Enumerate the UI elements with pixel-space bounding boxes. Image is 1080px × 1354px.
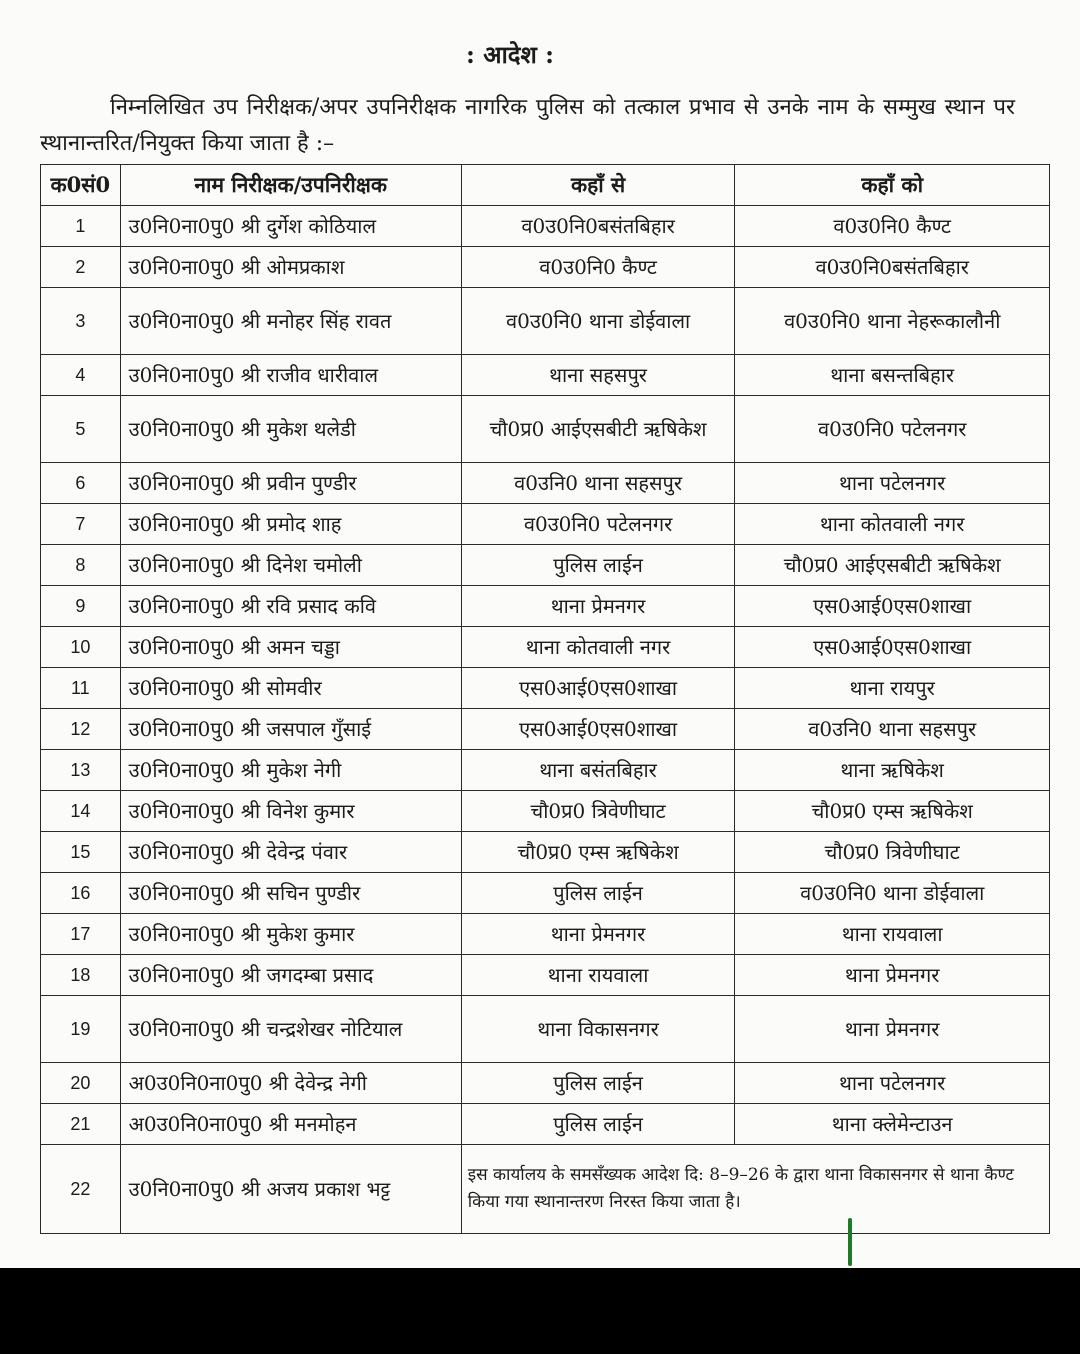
row-serial: 9 xyxy=(41,586,121,627)
row-name: उ0नि0ना0पु0 श्री दिनेश चमोली xyxy=(120,545,461,586)
row-to: चौ0प्र0 आईएसबीटी ऋषिकेश xyxy=(735,545,1050,586)
row-from: पुलिस लाईन xyxy=(461,1063,735,1104)
row-from: व0उ0नि0बसंतबिहार xyxy=(461,206,735,247)
header-to: कहाँ को xyxy=(735,165,1050,206)
row-serial: 19 xyxy=(41,996,121,1063)
table-row xyxy=(41,288,1050,355)
table-row xyxy=(41,1104,1050,1145)
row-serial: 1 xyxy=(41,206,121,247)
row-serial: 15 xyxy=(41,832,121,873)
row-to: थाना क्लेमेन्टाउन xyxy=(735,1104,1050,1145)
row-serial: 17 xyxy=(41,914,121,955)
row-to: थाना प्रेमनगर xyxy=(735,996,1050,1063)
row-from: पुलिस लाईन xyxy=(461,545,735,586)
intro-paragraph: निम्नलिखित उप निरीक्षक/अपर उपनिरीक्षक नागरिक पुलिस को तत्काल प्रभाव से उनके नाम के सम्मुख स्थान पर स्थानान्तरित/नियुक्त किया जाता है :– xyxy=(40,95,1015,156)
table-header-row xyxy=(41,165,1050,206)
row-name: उ0नि0ना0पु0 श्री दुर्गेश कोठियाल xyxy=(120,206,461,247)
order-title: : आदेश : xyxy=(465,40,555,69)
row-serial: 14 xyxy=(41,791,121,832)
header-serial: क0सं0 xyxy=(41,165,121,206)
table-row xyxy=(41,247,1050,288)
table-row xyxy=(41,914,1050,955)
row-from: चौ0प्र0 एम्स ऋषिकेश xyxy=(461,832,735,873)
row-from: व0उ0नि0 पटेलनगर xyxy=(461,504,735,545)
row-serial: 11 xyxy=(41,668,121,709)
row-to: एस0आई0एस0शाखा xyxy=(735,627,1050,668)
row-serial: 21 xyxy=(41,1104,121,1145)
row-to: व0उ0नि0 थाना नेहरूकालौनी xyxy=(735,288,1050,355)
row-to: व0उ0नि0 पटेलनगर xyxy=(735,396,1050,463)
table-row xyxy=(41,586,1050,627)
row-serial: 16 xyxy=(41,873,121,914)
row-serial: 18 xyxy=(41,955,121,996)
row-serial: 4 xyxy=(41,355,121,396)
row-name: उ0नि0ना0पु0 श्री मुकेश कुमार xyxy=(120,914,461,955)
row-to: व0उ0नि0बसंतबिहार xyxy=(735,247,1050,288)
row-serial: 5 xyxy=(41,396,121,463)
table-row xyxy=(41,396,1050,463)
table-row xyxy=(41,463,1050,504)
table-row xyxy=(41,627,1050,668)
row-to: थाना कोतवाली नगर xyxy=(735,504,1050,545)
header-name: नाम निरीक्षक/उपनिरीक्षक xyxy=(120,165,461,206)
row-to: चौ0प्र0 त्रिवेणीघाट xyxy=(735,832,1050,873)
row-serial: 20 xyxy=(41,1063,121,1104)
table-row xyxy=(41,545,1050,586)
table-row xyxy=(41,668,1050,709)
row-from: व0उनि0 थाना सहसपुर xyxy=(461,463,735,504)
row-serial: 3 xyxy=(41,288,121,355)
row-from: थाना प्रेमनगर xyxy=(461,914,735,955)
table-body xyxy=(41,206,1050,1234)
row-name: अ0उ0नि0ना0पु0 श्री देवेन्द्र नेगी xyxy=(120,1063,461,1104)
row-to: थाना बसन्तबिहार xyxy=(735,355,1050,396)
table-row xyxy=(41,750,1050,791)
row-name: उ0नि0ना0पु0 श्री रवि प्रसाद कवि xyxy=(120,586,461,627)
row-name: उ0नि0ना0पु0 श्री देवेन्द्र पंवार xyxy=(120,832,461,873)
table-row xyxy=(41,955,1050,996)
row-to: थाना पटेलनगर xyxy=(735,463,1050,504)
row-to: व0उ0नि0 कैण्ट xyxy=(735,206,1050,247)
row-name: उ0नि0ना0पु0 श्री विनेश कुमार xyxy=(120,791,461,832)
row-to: व0उ0नि0 थाना डोईवाला xyxy=(735,873,1050,914)
row-to: थाना प्रेमनगर xyxy=(735,955,1050,996)
row-from: थाना विकासनगर xyxy=(461,996,735,1063)
row-name: उ0नि0ना0पु0 श्री ओमप्रकाश xyxy=(120,247,461,288)
table-row xyxy=(41,791,1050,832)
row-from: व0उ0नि0 थाना डोईवाला xyxy=(461,288,735,355)
row-from: पुलिस लाईन xyxy=(461,873,735,914)
row-from: चौ0प्र0 आईएसबीटी ऋषिकेश xyxy=(461,396,735,463)
table-row xyxy=(41,206,1050,247)
row-serial: 12 xyxy=(41,709,121,750)
row-to: एस0आई0एस0शाखा xyxy=(735,586,1050,627)
row-serial: 7 xyxy=(41,504,121,545)
row-name: उ0नि0ना0पु0 श्री मनोहर सिंह रावत xyxy=(120,288,461,355)
table-row xyxy=(41,996,1050,1063)
row-serial: 8 xyxy=(41,545,121,586)
row-serial: 2 xyxy=(41,247,121,288)
row-name: उ0नि0ना0पु0 श्री प्रवीन पुण्डीर xyxy=(120,463,461,504)
row-name: अ0उ0नि0ना0पु0 श्री मनमोहन xyxy=(120,1104,461,1145)
table-row xyxy=(41,832,1050,873)
row-from: थाना बसंतबिहार xyxy=(461,750,735,791)
row-to: थाना ऋषिकेश xyxy=(735,750,1050,791)
row-serial: 22 xyxy=(41,1145,121,1234)
row-name: उ0नि0ना0पु0 श्री सोमवीर xyxy=(120,668,461,709)
row-to: थाना रायपुर xyxy=(735,668,1050,709)
row-from: व0उ0नि0 कैण्ट xyxy=(461,247,735,288)
row-name: उ0नि0ना0पु0 श्री प्रमोद शाह xyxy=(120,504,461,545)
row-name: उ0नि0ना0पु0 श्री जसपाल गुँसाई xyxy=(120,709,461,750)
table-row xyxy=(41,873,1050,914)
table-row xyxy=(41,1063,1050,1104)
row-name: उ0नि0ना0पु0 श्री चन्द्रशेखर नोटियाल xyxy=(120,996,461,1063)
row-to: थाना रायवाला xyxy=(735,914,1050,955)
row-to: थाना पटेलनगर xyxy=(735,1063,1050,1104)
row-name: उ0नि0ना0पु0 श्री सचिन पुण्डीर xyxy=(120,873,461,914)
row-from: थाना प्रेमनगर xyxy=(461,586,735,627)
row-from: थाना सहसपुर xyxy=(461,355,735,396)
row-serial: 6 xyxy=(41,463,121,504)
row-to: चौ0प्र0 एम्स ऋषिकेश xyxy=(735,791,1050,832)
row-from: थाना रायवाला xyxy=(461,955,735,996)
transfer-table xyxy=(40,164,1050,1234)
row-name: उ0नि0ना0पु0 श्री मुकेश नेगी xyxy=(120,750,461,791)
table-row xyxy=(41,709,1050,750)
row-from: पुलिस लाईन xyxy=(461,1104,735,1145)
table-row xyxy=(41,504,1050,545)
row-to: व0उनि0 थाना सहसपुर xyxy=(735,709,1050,750)
row-name: उ0नि0ना0पु0 श्री अमन चड्डा xyxy=(120,627,461,668)
row-serial: 10 xyxy=(41,627,121,668)
row-note: इस कार्यालय के समसँख्यक आदेश दि: 8–9–26 के द्वारा थाना विकासनगर से थाना कैण्ट किया गया स्थानान्तरण निरस्त किया जाता है। xyxy=(461,1145,1049,1234)
row-from: एस0आई0एस0शाखा xyxy=(461,668,735,709)
row-name: उ0नि0ना0पु0 श्री राजीव धारीवाल xyxy=(120,355,461,396)
row-from: थाना कोतवाली नगर xyxy=(461,627,735,668)
table-row xyxy=(41,355,1050,396)
row-name: उ0नि0ना0पु0 श्री जगदम्बा प्रसाद xyxy=(120,955,461,996)
header-from: कहाँ से xyxy=(461,165,735,206)
row-name: उ0नि0ना0पु0 श्री अजय प्रकाश भट्ट xyxy=(120,1145,461,1234)
row-serial: 13 xyxy=(41,750,121,791)
pen-mark xyxy=(848,1218,852,1266)
row-from: चौ0प्र0 त्रिवेणीघाट xyxy=(461,791,735,832)
row-from: एस0आई0एस0शाखा xyxy=(461,709,735,750)
table-row xyxy=(41,1145,1050,1234)
row-name: उ0नि0ना0पु0 श्री मुकेश थलेडी xyxy=(120,396,461,463)
